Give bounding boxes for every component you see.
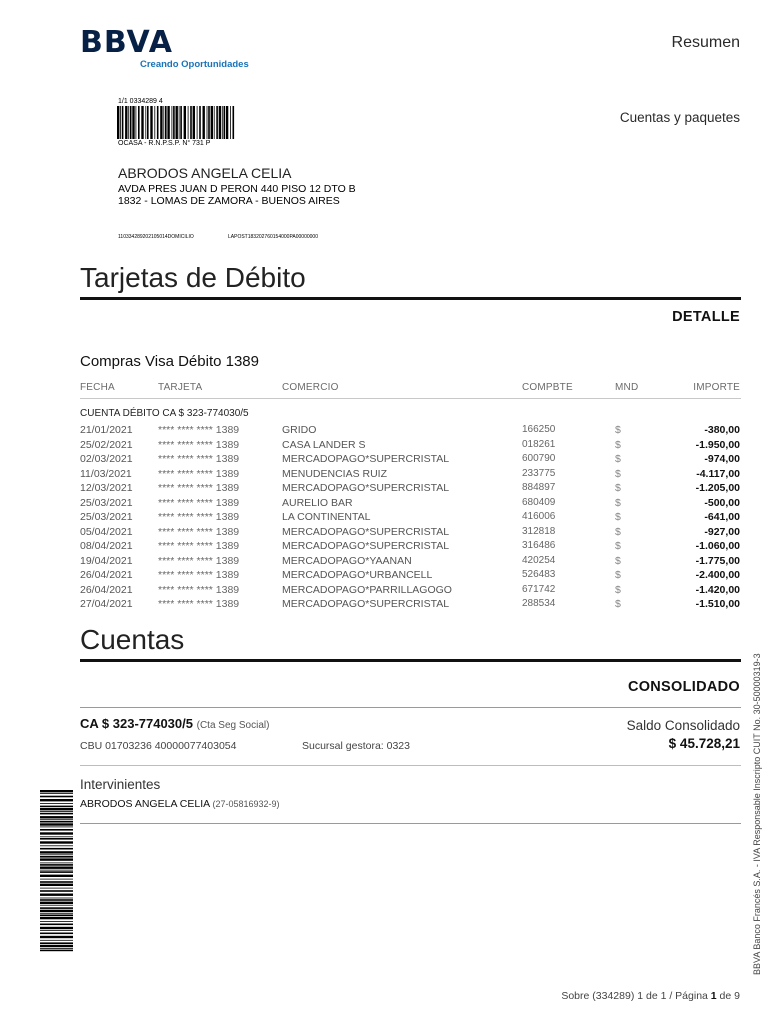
- cell-currency: $: [615, 424, 621, 436]
- balance-value: $ 45.728,21: [668, 736, 740, 751]
- cell-currency: $: [615, 511, 621, 523]
- cell-date: 05/04/2021: [80, 525, 133, 538]
- bbva-logo: [80, 25, 249, 70]
- cell-date: 25/03/2021: [80, 496, 133, 509]
- cell-currency: $: [615, 554, 621, 567]
- account-divider: [80, 707, 741, 708]
- cell-date: 25/03/2021: [80, 511, 133, 523]
- account-branch: Sucursal gestora: 0323: [302, 740, 410, 752]
- cell-currency: $: [615, 583, 621, 596]
- holder-cuit: (27-05816932-9): [212, 799, 280, 809]
- document-title: Resumen: [671, 34, 740, 51]
- cell-merchant: MERCADOPAGO*YAANAN: [282, 554, 412, 567]
- holder-name: ABRODOS ANGELA CELIA: [80, 798, 210, 810]
- cell-voucher: 680409: [522, 496, 556, 508]
- cell-date: 02/03/2021: [80, 453, 133, 465]
- cell-card: **** **** **** 1389: [158, 438, 240, 451]
- cell-merchant: GRIDO: [282, 424, 317, 436]
- cell-merchant: MENUDENCIAS RUIZ: [282, 467, 388, 480]
- cell-currency: $: [615, 467, 621, 480]
- cell-amount: -1.775,00: [695, 554, 740, 567]
- cell-merchant: MERCADOPAGO*SUPERCRISTAL: [282, 598, 450, 610]
- cell-merchant: CASA LANDER S: [282, 438, 366, 451]
- cell-card: **** **** **** 1389: [158, 511, 240, 523]
- cell-currency: $: [615, 438, 621, 451]
- cell-card: **** **** **** 1389: [158, 482, 240, 494]
- routing-code-2: LAPOST183202760154000PA00000000: [228, 234, 318, 240]
- cell-merchant: MERCADOPAGO*SUPERCRISTAL: [282, 540, 450, 552]
- holders-bottom-divider: [80, 823, 741, 824]
- recipient-address-line2: 1832 - LOMAS DE ZAMORA - BUENOS AIRES: [118, 195, 340, 207]
- cell-voucher: 420254: [522, 554, 556, 566]
- document-subtitle: Cuentas y paquetes: [619, 110, 740, 125]
- cell-voucher: 416006: [522, 511, 556, 522]
- cell-voucher: 316486: [522, 540, 556, 551]
- cell-amount: -1.420,00: [695, 583, 740, 596]
- page-footer: [561, 990, 740, 1002]
- cell-date: 21/01/2021: [80, 424, 133, 436]
- balance-label: Saldo Consolidado: [626, 718, 740, 733]
- cell-amount: -2.400,00: [695, 569, 740, 581]
- holders-divider: [80, 765, 741, 766]
- table-header-divider: [80, 398, 741, 399]
- cell-voucher: 018261: [522, 438, 556, 450]
- account-cbu: CBU 01703236 40000077403054: [80, 740, 237, 752]
- purchases-title: Compras Visa Débito 1389: [80, 353, 259, 370]
- cell-card: **** **** **** 1389: [158, 525, 240, 538]
- cell-merchant: MERCADOPAGO*URBANCELL: [282, 569, 433, 581]
- holder: [80, 798, 280, 810]
- cell-card: **** **** **** 1389: [158, 540, 240, 552]
- cell-card: **** **** **** 1389: [158, 453, 240, 465]
- cell-voucher: 233775: [522, 467, 556, 479]
- cell-merchant: MERCADOPAGO*SUPERCRISTAL: [282, 453, 450, 465]
- cell-card: **** **** **** 1389: [158, 598, 240, 610]
- cell-date: 08/04/2021: [80, 540, 133, 552]
- cell-amount: -641,00: [704, 511, 740, 523]
- cell-currency: $: [615, 540, 621, 552]
- cell-currency: $: [615, 482, 621, 494]
- cell-card: **** **** **** 1389: [158, 467, 240, 480]
- col-header-merchant: COMERCIO: [282, 382, 339, 393]
- section-title-accounts: Cuentas: [80, 624, 185, 655]
- cell-merchant: AURELIO BAR: [282, 496, 353, 509]
- cell-card: **** **** **** 1389: [158, 569, 240, 581]
- cell-date: 12/03/2021: [80, 482, 133, 494]
- col-header-currency: MND: [615, 382, 639, 393]
- cell-currency: $: [615, 569, 621, 581]
- barcode-number: 1/1 0334289 4: [118, 98, 163, 105]
- holders-title: Intervinientes: [80, 777, 161, 792]
- cell-date: 26/04/2021: [80, 583, 133, 596]
- cell-amount: -380,00: [704, 424, 740, 436]
- footer-page: 1: [710, 990, 717, 1002]
- footer-prefix: Sobre (334289) 1 de 1 / Página: [561, 990, 711, 1002]
- section-subtitle-detail: DETALLE: [672, 309, 740, 325]
- cell-amount: -927,00: [704, 525, 740, 538]
- account-number: CA $ 323-774030/5: [80, 716, 193, 731]
- cell-amount: -4.117,00: [696, 467, 740, 480]
- recipient-address-line1: AVDA PRES JUAN D PERON 440 PISO 12 DTO B: [118, 183, 356, 195]
- cell-card: **** **** **** 1389: [158, 424, 240, 436]
- cell-voucher: 526483: [522, 569, 556, 580]
- section-divider: [80, 297, 741, 300]
- cell-amount: -1.205,00: [695, 482, 740, 494]
- section-divider: [80, 659, 741, 662]
- footer-suffix: de 9: [716, 990, 740, 1002]
- col-header-voucher: COMPBTE: [522, 382, 573, 393]
- col-header-date: FECHA: [80, 382, 115, 393]
- cell-merchant: MERCADOPAGO*PARRILLAGOGO: [282, 583, 452, 596]
- cell-voucher: 671742: [522, 583, 556, 595]
- side-barcode: [40, 790, 73, 952]
- cell-date: 19/04/2021: [80, 554, 133, 567]
- legal-side-text: BBVA Banco Francés S.A. - IVA Responsable Inscripto CUIT No. 30-50000319-3: [752, 653, 762, 975]
- cell-voucher: 166250: [522, 424, 556, 435]
- courier-code: OCASA - R.N.P.S.P. N° 731 P: [118, 140, 211, 147]
- cell-currency: $: [615, 453, 621, 465]
- mail-barcode: [117, 106, 235, 139]
- cell-merchant: MERCADOPAGO*SUPERCRISTAL: [282, 525, 450, 538]
- routing-code-1: 110334289202105014DOMICILIO: [118, 234, 194, 240]
- cell-voucher: 600790: [522, 453, 556, 464]
- cell-currency: $: [615, 525, 621, 538]
- cell-date: 26/04/2021: [80, 569, 133, 581]
- logo-wordmark: BBVA: [80, 25, 173, 60]
- col-header-card: TARJETA: [158, 382, 203, 393]
- account-type: (Cta Seg Social): [196, 720, 270, 731]
- cell-amount: -1.950,00: [695, 438, 740, 451]
- cell-voucher: 288534: [522, 598, 556, 609]
- cell-date: 27/04/2021: [80, 598, 133, 610]
- cell-amount: -974,00: [704, 453, 740, 465]
- cell-card: **** **** **** 1389: [158, 496, 240, 509]
- cell-merchant: LA CONTINENTAL: [282, 511, 371, 523]
- section-subtitle-consolidated: CONSOLIDADO: [627, 679, 740, 695]
- cell-currency: $: [615, 598, 621, 610]
- account-id: [80, 716, 269, 731]
- cell-date: 25/02/2021: [80, 438, 133, 451]
- cell-date: 11/03/2021: [80, 467, 132, 480]
- debit-account-label: CUENTA DÉBITO CA $ 323-774030/5: [80, 408, 249, 419]
- cell-amount: -1.510,00: [695, 598, 740, 610]
- logo-tagline: Creando Oportunidades: [140, 59, 249, 70]
- cell-card: **** **** **** 1389: [158, 554, 240, 567]
- recipient-name: ABRODOS ANGELA CELIA: [118, 165, 292, 181]
- cell-currency: $: [615, 496, 621, 509]
- cell-amount: -1.060,00: [695, 540, 740, 552]
- section-title-debit-cards: Tarjetas de Débito: [80, 262, 306, 293]
- cell-voucher: 312818: [522, 525, 556, 537]
- cell-amount: -500,00: [704, 496, 740, 509]
- cell-voucher: 884897: [522, 482, 556, 493]
- col-header-amount: IMPORTE: [693, 382, 740, 393]
- cell-merchant: MERCADOPAGO*SUPERCRISTAL: [282, 482, 450, 494]
- cell-card: **** **** **** 1389: [158, 583, 240, 596]
